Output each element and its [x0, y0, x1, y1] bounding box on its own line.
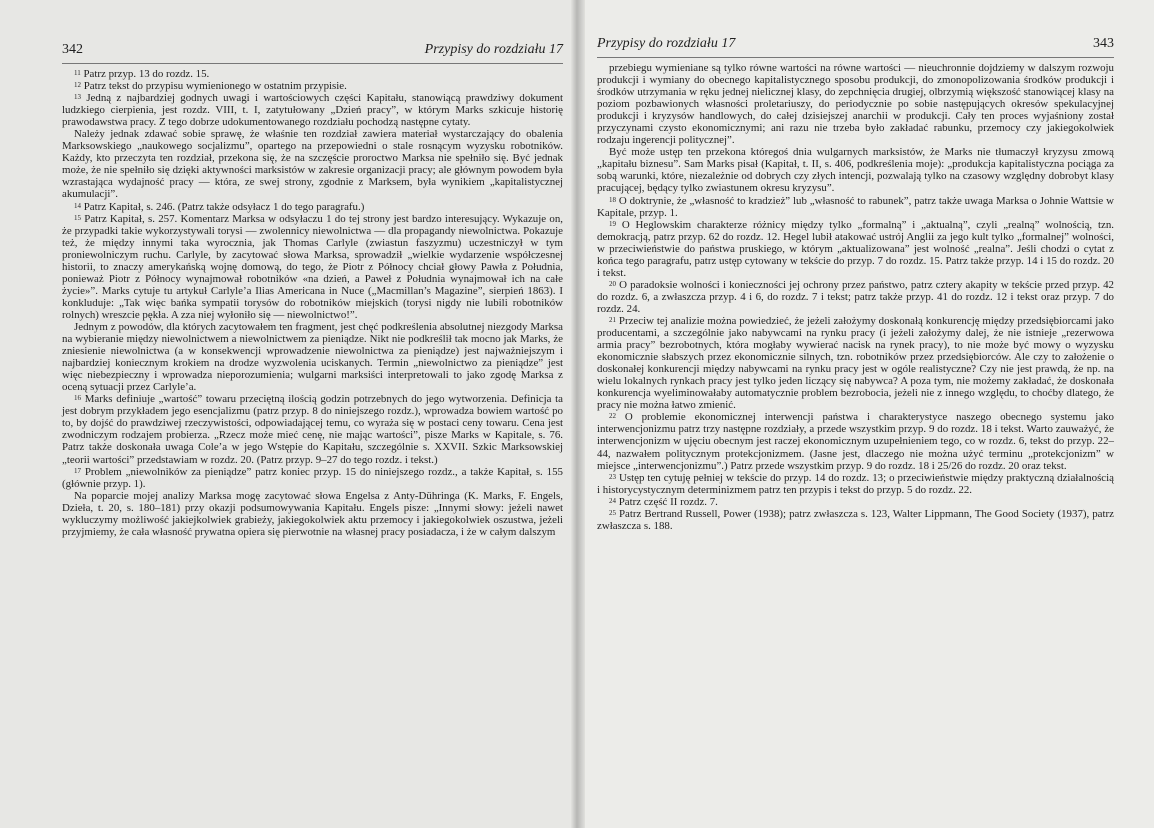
footnote-number: 11: [74, 69, 81, 77]
paragraph-text: Przeciw tej analizie można powiedzieć, że jeżeli założymy doskonałą konkurencję między przedsiębiorcami jako producentami, a szczególnie jako nabywcami na rynku pracy (i jeżeli założymy dalej, że nie istnieje „rezerwowa armia pracy” bezrobotnych, która mogłaby wywierać nacisk na rynek pracy), to nie może być mowy o wyzysku ekonomicznie słabszych przez ekonomicznie silnych, tzn. robotników przez przedsiębiorców. Ale czy to założenie o doskonałej konkurencji między nabywcami na rynku pracy jest w ogóle realistyczne? Czy nie jest prawdą, że np. na wielu lokalnych rynkach pracy jest tylko jeden liczący się nabywca? A poza tym, nie możemy zakładać, że doskonała konkurencja wyeliminowałaby automatycznie problem bezrobocia, jeżeli nie z innego względu, to choćby dlatego, że pracy nie można łatwo zmienić.: [597, 314, 1114, 412]
footnote: [597, 472, 1114, 496]
footnote-number: 24: [609, 496, 616, 505]
footnote-number: 25: [609, 508, 616, 517]
paragraph-text: O doktrynie, że „własność to kradzież” lub „własność to rabunek”, patrz także uwaga Marksa o Johnie Wattsie w Kapitale, przyp. 1.: [597, 194, 1114, 219]
footnote-number: 18: [609, 195, 616, 204]
paragraph: [597, 62, 1114, 146]
footnote: [597, 195, 1114, 219]
paragraph-text: Jedną z najbardziej godnych uwagi i wartościowych części Kapitału, stanowiącą prawdziwy dokument ludzkiego cierpienia, jest rozdz. VIII, t. I, zatytułowany „Dzień pracy”, w którym Marks szkicuje historię prawodawstwa pracy. Z tego dobrze udokumentowanego rozdziału pochodzą następne cytaty.: [62, 92, 563, 129]
paragraph-text: Patrz Kapitał, s. 257. Komentarz Marksa w odsyłaczu 1 do tej strony jest bardzo interesujący. Wykazuje on, że przypadki takie wykorzystywali torysi — zwolennicy niewolnictwa — dla propagandy niewolnictwa. Pokazuje też, że między innymi taka wyrocznia, jak Thomas Carlyle (zwiastun faszyzmu) uczestniczył w tym proniewolniczym ruchu. Carlyle, by zacytować słowa Marksa, sprowadził „wielkie wydarzenie współczesnej historii, to znaczy amerykańską wojnę domową, do tego, że Piotr z Północy chciał głowy Pawła z Południa, ponieważ Piotr z Północy wynajmował robotników «na dzień, a Paweł z Południa wynajmował ich na całe życie»”. Marks cytuje tu artykuł Carlyle’a Ilias Americana in Nuce („Macmillan’s Magazine”, sierpień 1863). I konkluduje: „Tak więc bańka sympatii torysów do robotników miejskich (torysi nigdy nie lubili robotników rolnych) wreszcie pękła. A zza niej wyłoniło się — niewolnictwo!”.: [62, 212, 563, 321]
footnote-number: 23: [609, 472, 616, 481]
paragraph-text: Być może ustęp ten przekona któregoś dnia wulgarnych marksistów, że Marks nie tłumaczył kryzysu zmową „kapitału biznesu”. Sam Marks pisał (Kapitał, t. II, s. 406, podkreślenia moje): „produkcja kapitalistyczna pociąga za sobą warunki, które, niezależnie od dobrych czy złych intencji, pozwalają tylko na czasowy względny dobrobyt klasy pracującej, będący tylko zwiastunem okresu kryzysu”.: [597, 146, 1114, 195]
footnote-number: 22: [609, 412, 616, 421]
footnote: [597, 219, 1114, 279]
footnote-number: 17: [74, 466, 81, 475]
paragraph-text: Patrz Bertrand Russell, Power (1938); patrz zwłaszcza s. 123, Walter Lippmann, The Good Society (1937), patrz zwłaszcza s. 188.: [597, 507, 1114, 532]
running-head: Przypisy do rozdziału 17: [424, 42, 563, 57]
footnote: [62, 201, 563, 213]
footnote-number: 21: [609, 315, 616, 324]
header-rule: [597, 57, 1114, 58]
footnote-number: 15: [74, 213, 81, 222]
footnote: [62, 213, 563, 321]
paragraph-text: Patrz tekst do przypisu wymienionego w ostatnim przypisie.: [81, 80, 347, 93]
paragraph-text: O paradoksie wolności i konieczności jej ochrony przez państwo, patrz cztery akapity w tekście przed przyp. 42 do rozdz. 6, a zwłaszcza przyp. 4 i 6, do rozdz. 7 i tekst; patrz także przyp. 41 do rozdz. 12 i tekst oraz przyp. 7 do rozdz. 24.: [597, 278, 1114, 315]
right-page-header: [597, 36, 1114, 52]
footnote: [62, 68, 563, 80]
paragraph-text: Na poparcie mojej analizy Marksa mogę zacytować słowa Engelsa z Anty-Dühringa (K. Marks, F. Engels, Dzieła, t. 20, s. 180–181) przy okazji podsumowywania Kapitału. Engels pisze: „Innymi słowy: jeżeli nawet wykluczymy możliwość jakiejkolwiek grabieży, jakiegokolwiek aktu przemocy i jakiegokolwiek oszustwa, jeżeli przyjmiemy, że cała własność prywatna opiera się pierwotnie na własnej pracy posiadacza, i że w całym dalszym: [62, 489, 563, 538]
footnote-number: 19: [609, 219, 616, 228]
footnote: [597, 496, 1114, 508]
footnote: [62, 393, 563, 465]
paragraph-text: Patrz część II rozdz. 7.: [616, 495, 718, 508]
footnote-number: 14: [74, 201, 81, 210]
paragraph: [62, 490, 563, 538]
paragraph-text: Ustęp ten cytuję pełniej w tekście do przyp. 14 do rozdz. 13; o przeciwieństwie między praktyczną działalnością i historycystycznym determinizmem patrz ten przypis i tekst do przyp. 5 do rozdz. 22.: [597, 471, 1114, 496]
footnote: [62, 80, 563, 92]
page-number: 343: [1093, 36, 1114, 51]
footnote: [62, 466, 563, 490]
paragraph-text: przebiegu wymieniane są tylko równe wartości na równe wartości — nieuchronnie dojdziemy w dalszym rozwoju produkcji i wymiany do obecnego kapitalistycznego sposobu produkcji, do zmonopolizowania środków produkcji i środków utrzymania w ręku jednej nielicznej klasy, do zepchnięcia drugiej, olbrzymią większość stanowiącej klasy na poziom pozbawionych własności proletariuszy, do periodycznie po sobie następujących okresów spekulacyjnej produkcji i kryzysów handlowych, do całej dzisiejszej anarchii w produkcji. Cały ten proces wyjaśniony został przyczynami czysto ekonomicznymi; ani razu nie trzeba było zakładać rabunku, przemocy czy jakiegokolwiek rodzaju ingerencji politycznej”.: [597, 62, 1114, 147]
paragraph-text: O problemie ekonomicznej interwencji państwa i charakterystyce naszego obecnego systemu jako interwencjonizmu patrz trzy następne rozdziały, a przede wszystkim przyp. 9 do rozdz. 18 i tekst. Warto zauważyć, że interwencjonizm w ujęciu obecnym jest raczej ekonomicznym uzupełnieniem tego, co w rozdz. 6, tekst do przyp. 22–44, nazwałem politycznym protekcjonizmem. (Jasne jest, dlaczego nie można użyć terminu „protekcjonizm” w miejsce „interwencjonizmu”.) Patrz przede wszystkim przyp. 9 do rozdz. 18 i 25/26 do rozdz. 20 oraz tekst.: [597, 411, 1114, 472]
right-page-body: [597, 62, 1114, 532]
footnote-number: 16: [74, 394, 81, 403]
paragraph-text: Należy jednak zdawać sobie sprawę, że właśnie ten rozdział zawiera materiał wystarczający do obalenia Marksowskiego „naukowego socjalizmu”, opartego na przepowiedni o stale rosnącym wyzysku robotników. Każdy, kto przeczyta ten rozdział, przekona się, że na szczęście proroctwo Marksa nie spełniło się. Być jednak może, że nie spełniło się dzięki aktywności marksistów w zakresie organizacji pracy; ale głównym powodem była wzrastająca wydajność pracy — która, ze swej strony, zgodnie z Marksem, była wynikiem „kapitalistycznej akumulacji”.: [62, 128, 563, 201]
paragraph-text: Patrz przyp. 13 do rozdz. 15.: [80, 68, 210, 80]
paragraph: [597, 146, 1114, 194]
page-number: 342: [62, 42, 83, 57]
footnote-number: 20: [609, 279, 616, 288]
footnote-number: 13: [74, 93, 81, 102]
footnote: [597, 508, 1114, 532]
paragraph: [62, 128, 563, 200]
right-page: [577, 0, 1154, 828]
running-head: Przypisy do rozdziału 17: [597, 36, 736, 51]
book-gutter-shadow: [571, 0, 585, 828]
footnote: [62, 92, 563, 128]
footnote: [597, 279, 1114, 315]
paragraph-text: Marks definiuje „wartość” towaru przeciętną ilością godzin potrzebnych do jego wytworzenia. Definicja ta jest dobrym przykładem jego esencjalizmu (patrz przyp. 8 do niniejszego rozdz.), wprowadza bowiem wartość po to, by dojść do prawdziwej rzeczywistości, odpowiadającej temu, co wyraża się w postaci ceny towaru. Cena jest zwodniczym rodzajem probierza. „Rzecz może mieć cenę, nie mając wartości”, pisze Marks w Kapitale, s. 76. Patrz także doskonała uwaga Cole’a w jego Wstępie do Kapitału, szczególnie s. XXVII. Szkic Marksowskiej „teorii wartości” przedstawiam w rozdz. 20. (Patrz przyp. 9–27 do tego rozdz. i tekst.): [62, 393, 563, 466]
paragraph-text: Problem „niewolników za pieniądze” patrz koniec przyp. 15 do niniejszego rozdz., a także Kapitał, s. 155 (głównie przyp. 1).: [62, 465, 563, 490]
footnote: [597, 315, 1114, 411]
footnote: [597, 411, 1114, 471]
footnote-number: 12: [74, 81, 81, 90]
header-rule: [62, 63, 563, 64]
left-page-body: [62, 68, 563, 538]
paragraph-text: Jednym z powodów, dla których zacytowałem ten fragment, jest chęć podkreślenia absolutnej niezgody Marksa na wybieranie między niewolnictwem a niewolnictwem za pieniądze. Nikt nie podkreślił tak mocno jak Marks, że zniesienie niewolnictwa (a w konsekwencji wprowadzenie niewolnictwa za pieniądze) jest najważniejszym i najbardziej koniecznym krokiem na drodze wyzwolenia uciskanych. Termin „niewolnictwo za pieniądze” jest więc niebezpieczny i wprowadza nieporozumienia; wulgarni marksiści interpretowali to jako zgodę Marksa z oceną sytuacji przez Carlyle’a.: [62, 320, 563, 394]
left-page-header: [62, 42, 563, 58]
paragraph-text: Patrz Kapitał, s. 246. (Patrz także odsyłacz 1 do tego paragrafu.): [81, 200, 365, 213]
paragraph: [62, 321, 563, 393]
paragraph-text: O Heglowskim charakterze różnicy między tylko „formalną” i „aktualną”, czyli „realną” wolnością, tzn. demokracją, patrz przyp. 62 do rozdz. 12. Hegel lubił atakować ustrój Anglii za jego kult tylko „formalnej” wolności, w przeciwieństwie do państwa pruskiego, w którym „aktualizowana” jest wolność „realna”. Jeśli chodzi o cytat z końca tego paragrafu, patrz ustęp cytowany w tekście do przyp. 7 do rozdz. 15. Patrz także przyp. 14 i 15 do rozdz. 20 i tekst.: [597, 218, 1114, 279]
